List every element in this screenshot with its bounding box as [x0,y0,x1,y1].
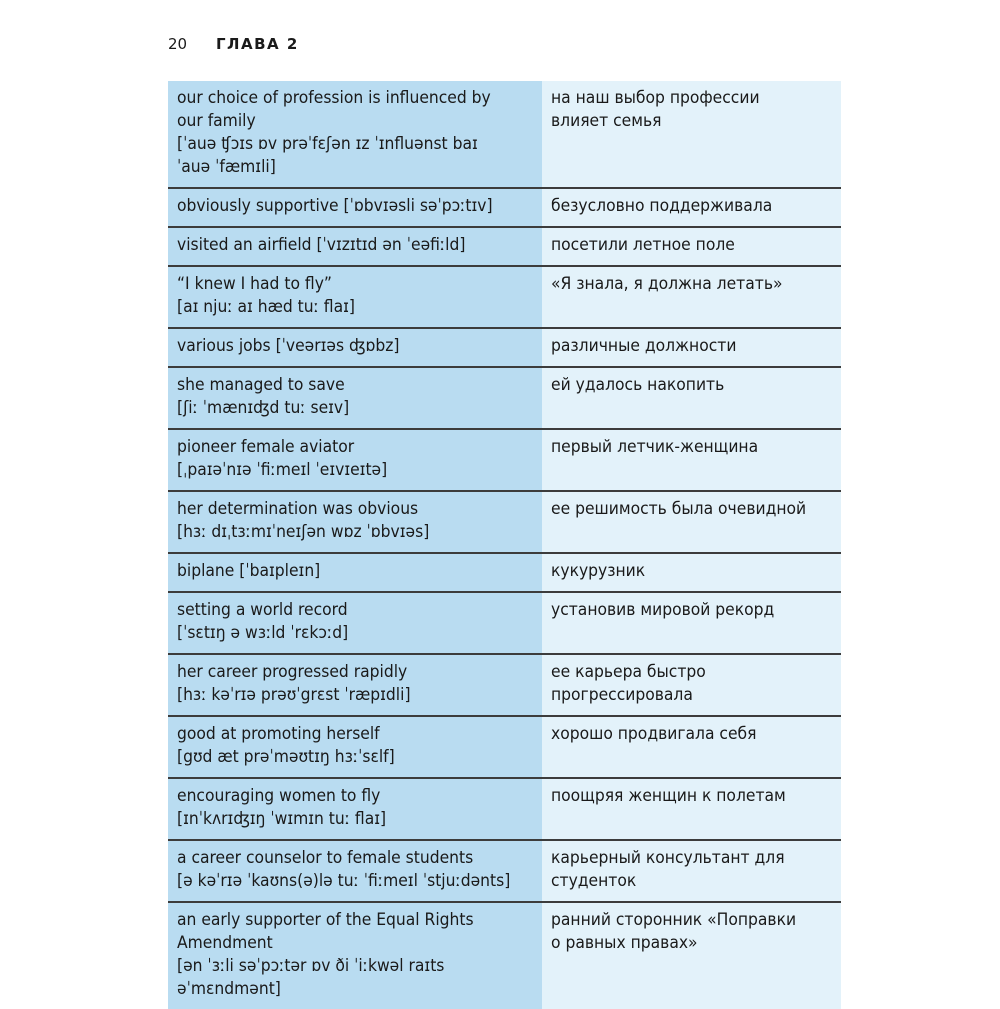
russian-translation-line: прогрессировала [551,685,693,705]
transcription-line: əˈmɛndmənt] [177,979,281,999]
vocab-row [168,429,841,491]
russian-translation-line: посетили летное поле [551,235,735,255]
english-phrase-cell [168,654,542,716]
english-phrase-line: Amendment [177,933,273,953]
russian-translation-cell [542,553,841,592]
russian-translation-line: установив мировой рекорд [551,600,775,620]
russian-translation-line: безусловно поддерживала [551,196,773,216]
english-phrase-line: her determination was obvious [177,499,419,519]
russian-translation-cell [542,188,841,227]
transcription-line: ˈauə ˈfæmɪli] [177,157,276,177]
english-phrase-line: good at promoting herself [177,724,380,744]
vocab-row [168,592,841,654]
russian-translation-line: «Я знала, я должна летать» [551,274,783,294]
russian-translation-cell [542,491,841,553]
russian-translation-line: о равных правах» [551,933,698,953]
english-phrase-line: encouraging women to fly [177,786,381,806]
english-phrase-cell [168,491,542,553]
russian-translation-line: на наш выбор профессии [551,88,760,108]
russian-translation-line: влияет семья [551,111,662,131]
transcription-line: [hɜː kəˈrɪə prəʊˈgrɛst ˈræpɪdli] [177,685,411,705]
english-phrase-line: she managed to save [177,375,345,395]
vocab-row [168,188,841,227]
english-phrase-line: obviously supportive [ˈɒbvɪəsli səˈpɔːtɪv] [177,196,493,216]
english-phrase-cell [168,81,542,188]
transcription-line: [gʊd æt prəˈməʊtɪŋ hɜːˈsɛlf] [177,747,395,767]
english-phrase-line: various jobs [ˈveərɪəs ʤɒbz] [177,336,400,356]
vocab-row [168,81,841,188]
russian-translation-cell [542,592,841,654]
page-header [168,33,299,55]
russian-translation-cell [542,367,841,429]
chapter-title: ГЛАВА 2 [216,35,299,53]
english-phrase-cell [168,227,542,266]
russian-translation-line: карьерный консультант для [551,848,785,868]
english-phrase-line: her career progressed rapidly [177,662,408,682]
vocabulary-table-body [168,81,841,1009]
transcription-line: [aɪ njuː aɪ hæd tuː flaɪ] [177,297,355,317]
russian-translation-line: ранний сторонник «Поправки [551,910,797,930]
transcription-line: [ˈsɛtɪŋ ə wɜːld ˈrɛkɔːd] [177,623,349,643]
russian-translation-line: студенток [551,871,637,891]
russian-translation-cell [542,840,841,902]
vocab-row [168,328,841,367]
russian-translation-cell [542,328,841,367]
vocab-row [168,902,841,1009]
vocabulary-table [168,81,841,1009]
russian-translation-cell [542,266,841,328]
vocab-row [168,491,841,553]
vocab-row [168,367,841,429]
transcription-line: [ˈauə ʧɔɪs ɒv prəˈfɛʃən ɪz ˈɪnfluənst baɪ [177,134,478,154]
english-phrase-line: our family [177,111,256,131]
russian-translation-line: первый летчик-женщина [551,437,759,457]
vocab-row [168,266,841,328]
transcription-line: [hɜː dɪˌtɜːmɪˈneɪʃən wɒz ˈɒbvɪəs] [177,522,430,542]
transcription-line: [ən ˈɜːli səˈpɔːtər ɒv ði ˈiːkwəl raɪts [177,956,445,976]
russian-translation-cell [542,778,841,840]
english-phrase-line: a career counselor to female students [177,848,474,868]
english-phrase-cell [168,429,542,491]
russian-translation-line: различные должности [551,336,737,356]
russian-translation-line: поощряя женщин к полетам [551,786,786,806]
english-phrase-cell [168,902,542,1009]
russian-translation-cell [542,81,841,188]
vocab-row [168,553,841,592]
russian-translation-line: ее решимость была очевидной [551,499,807,519]
russian-translation-cell [542,429,841,491]
russian-translation-cell [542,654,841,716]
english-phrase-cell [168,266,542,328]
transcription-line: [ˌpaɪəˈnɪə ˈfiːmeɪl ˈeɪvɪeɪtə] [177,460,388,480]
vocab-row [168,840,841,902]
english-phrase-line: setting a world record [177,600,348,620]
english-phrase-cell [168,840,542,902]
vocab-row [168,654,841,716]
russian-translation-cell [542,902,841,1009]
transcription-line: [ə kəˈrɪə ˈkaʊns(ə)lə tuː ˈfiːmeɪl ˈstjuːdənts] [177,871,511,891]
vocab-row [168,227,841,266]
russian-translation-cell [542,716,841,778]
english-phrase-line: pioneer female aviator [177,437,355,457]
russian-translation-line: ее карьера быстро [551,662,706,682]
russian-translation-line: ей удалось накопить [551,375,725,395]
english-phrase-cell [168,592,542,654]
russian-translation-line: хорошо продвигала себя [551,724,757,744]
english-phrase-line: visited an airfield [ˈvɪzɪtɪd ən ˈeəfiːld] [177,235,466,255]
english-phrase-line: our choice of profession is influenced by [177,88,491,108]
english-phrase-cell [168,188,542,227]
english-phrase-line: an early supporter of the Equal Rights [177,910,474,930]
english-phrase-cell [168,716,542,778]
english-phrase-cell [168,778,542,840]
english-phrase-cell [168,367,542,429]
page-number: 20 [168,35,188,53]
english-phrase-cell [168,328,542,367]
transcription-line: [ɪnˈkʌrɪʤɪŋ ˈwɪmɪn tuː flaɪ] [177,809,387,829]
russian-translation-cell [542,227,841,266]
english-phrase-cell [168,553,542,592]
english-phrase-line: “I knew I had to fly” [177,274,332,294]
english-phrase-line: biplane [ˈbaɪpleɪn] [177,561,321,581]
transcription-line: [ʃiː ˈmænɪʤd tuː seɪv] [177,398,350,418]
vocab-row [168,716,841,778]
russian-translation-line: кукурузник [551,561,646,581]
vocab-row [168,778,841,840]
